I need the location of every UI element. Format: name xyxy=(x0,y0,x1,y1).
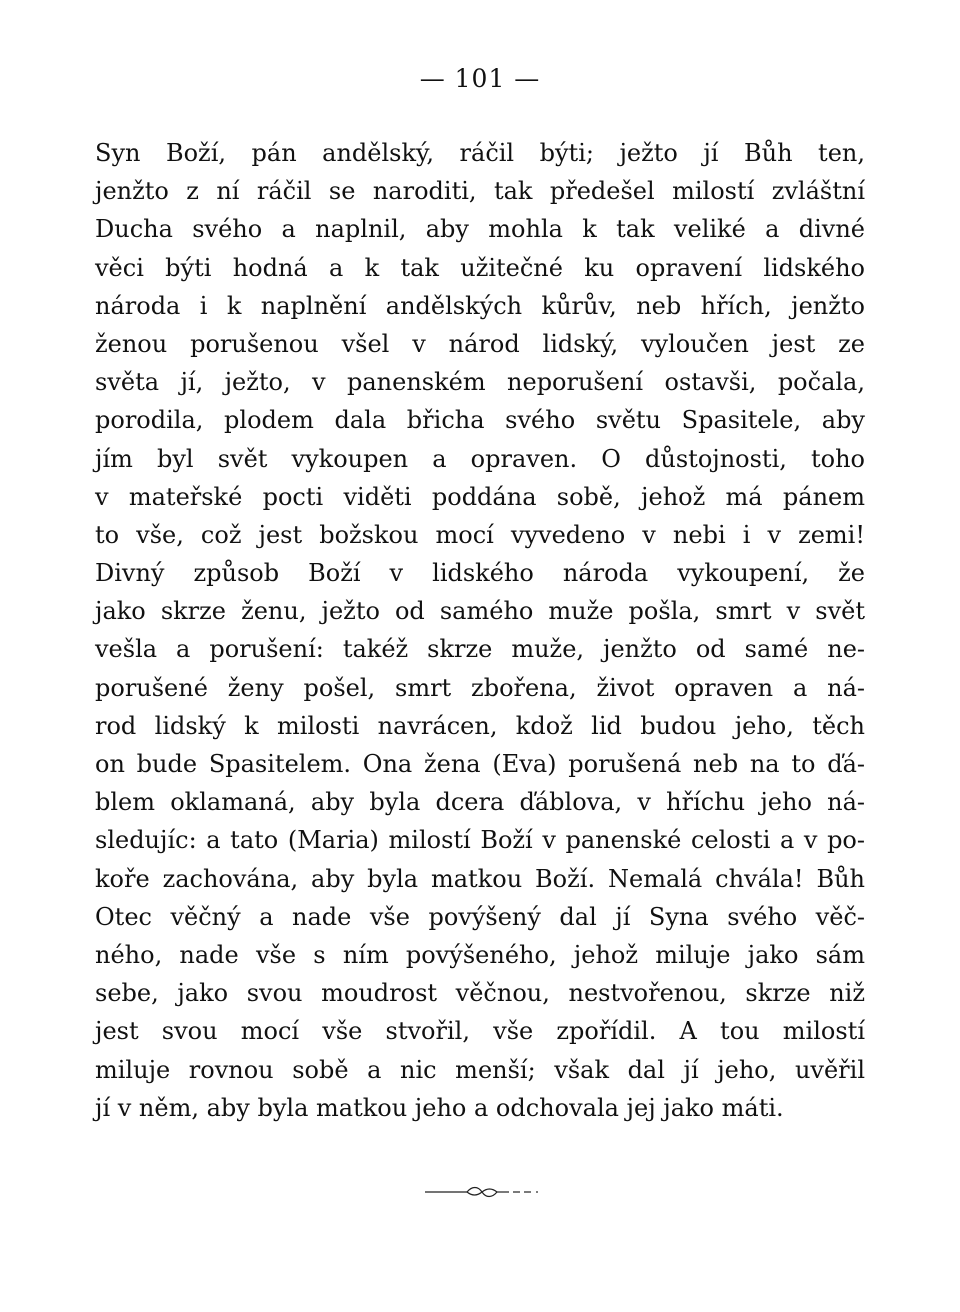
text-line: porodila, plodem dala břicha svého světu Spasitele, aby xyxy=(95,406,865,435)
text-line: rod lidský k milosti navrácen, kdož lid budou jeho, těch xyxy=(95,711,865,740)
text-line: sebe, jako svou moudrost věčnou, nestvořenou, skrze niž xyxy=(95,979,865,1008)
text-line: národa i k naplnění andělských kůrův, neb hřích, jenžto xyxy=(95,291,865,320)
body-text xyxy=(95,134,865,1127)
text-line: jí v něm, aby byla matkou jeho a odchovala jej jako máti. xyxy=(95,1093,784,1122)
text-line: blem oklamaná, aby byla dcera ďáblova, v hříchu jeho ná- xyxy=(95,788,865,817)
text-line: sledujíc: a tato (Maria) milostí Boží v panenské celosti a v po- xyxy=(95,826,865,855)
text-line: jest svou mocí vše stvořil, vše zpořídil. A tou milostí xyxy=(95,1017,865,1046)
text-line: v mateřské pocti viděti poddána sobě, jehož má pánem xyxy=(95,482,865,511)
text-line: jenžto z ní ráčil se naroditi, tak předešel milostí zvláštní xyxy=(95,177,865,206)
text-line: Ducha svého a naplnil, aby mohla k tak veliké a divné xyxy=(95,215,865,244)
text-line: věci býti hodná a k tak užitečné ku opravení lidského xyxy=(95,253,865,282)
text-line: on bude Spasitelem. Ona žena (Eva) porušená neb na to ďá- xyxy=(95,750,865,778)
text-line: to vše, což jest božskou mocí vyvedeno v nebi i v zemi! xyxy=(95,520,865,549)
text-line: miluje rovnou sobě a nic menší; však dal jí jeho, uvěřil xyxy=(95,1055,865,1084)
text-line: Syn Boží, pán andělský, ráčil býti; ježto jí Bůh ten, xyxy=(95,139,865,167)
text-line: ného, nade vše s ním povýšeného, jehož miluje jako sám xyxy=(95,940,865,969)
text-line: koře zachována, aby byla matkou Boží. Nemalá chvála! Bůh xyxy=(95,864,865,893)
text-line: Divný způsob Boží v lidského národa vykoupení, že xyxy=(95,559,865,588)
text-line: vešla a porušení: takéž skrze muže, jenžto od samé ne- xyxy=(95,635,865,664)
text-line: jako skrze ženu, ježto od samého muže pošla, smrt v svět xyxy=(95,597,865,626)
text-line: ženou porušenou všel v národ lidský, vyloučen jest ze xyxy=(95,329,865,358)
text-line: Otec věčný a nade vše povýšený dal jí Syna svého věč- xyxy=(95,902,865,931)
text-line: světa jí, ježto, v panenském neporušení ostavši, počala, xyxy=(95,368,865,397)
text-line: porušené ženy pošel, smrt zbořena, život opraven a ná- xyxy=(95,673,865,702)
flourish-divider-icon xyxy=(425,1184,540,1200)
text-line: jím byl svět vykoupen a opraven. O důstojnosti, toho xyxy=(95,444,865,473)
page-number: — 101 — xyxy=(419,64,541,93)
